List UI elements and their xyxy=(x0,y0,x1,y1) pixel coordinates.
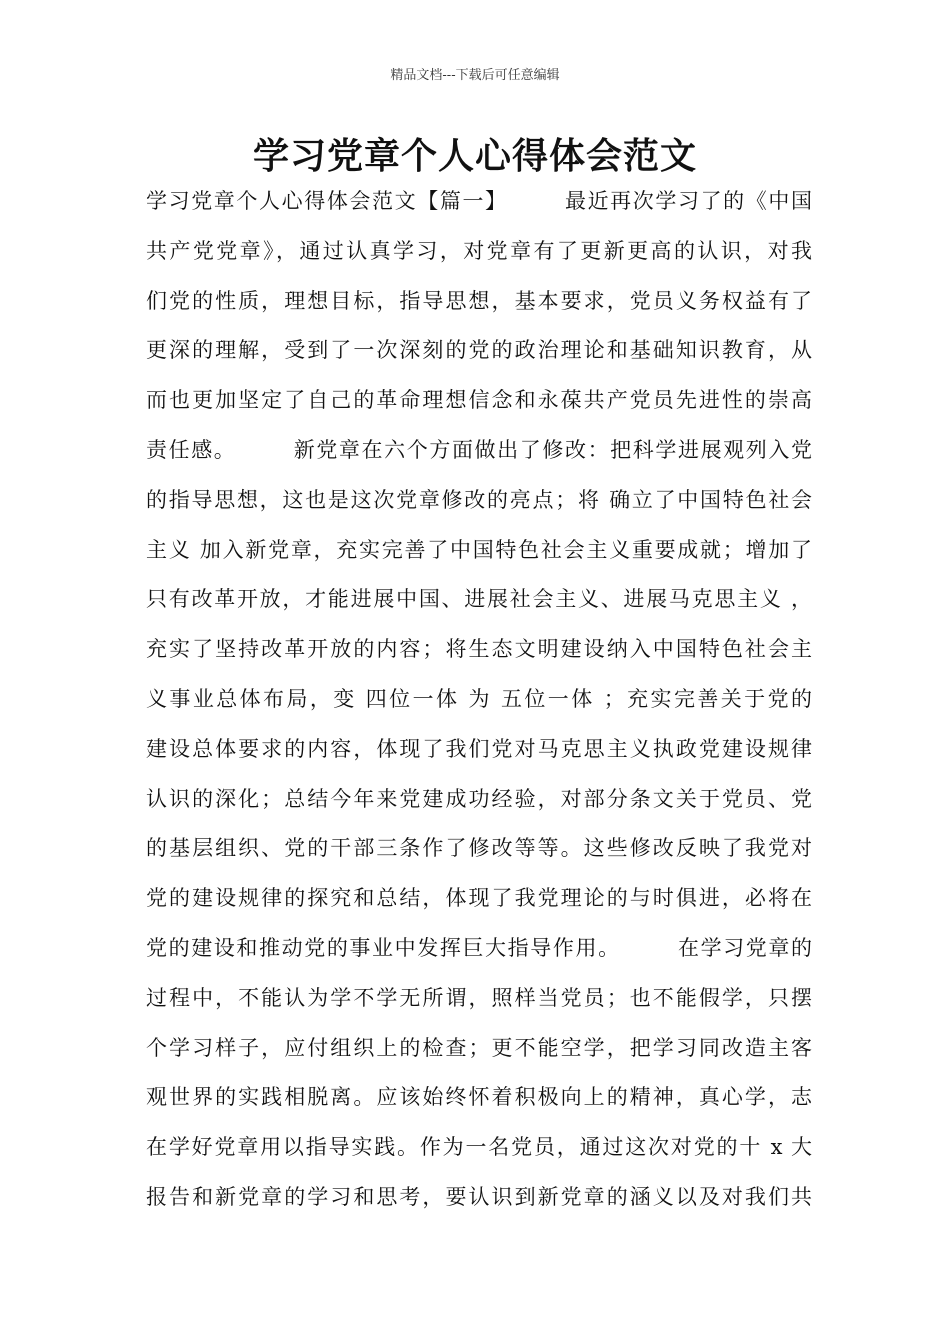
body-line: 责任感。 新党章在六个方面做出了修改：把科学进展观列入党 xyxy=(146,437,812,462)
body-line: 主义 加入新党章，充实完善了中国特色社会主义重要成就；增加了 xyxy=(146,537,812,562)
body-line: 认识的深化；总结今年来党建成功经验，对部分条文关于党员、党 xyxy=(146,786,812,811)
body-line: 义事业总体布局，变 四位一体 为 五位一体 ；充实完善关于党的 xyxy=(146,686,812,711)
body-line: 充实了坚持改革开放的内容；将生态文明建设纳入中国特色社会主 xyxy=(146,637,812,662)
body-line: 在学好党章用以指导实践。作为一名党员，通过这次对党的十 x 大 xyxy=(146,1135,812,1160)
body-line: 个学习样子，应付组织上的检查；更不能空学，把学习同改造主客 xyxy=(146,1035,812,1060)
body-line: 的指导思想，这也是这次党章修改的亮点；将 确立了中国特色社会 xyxy=(146,487,812,512)
document-title: 学习党章个人心得体会范文 xyxy=(252,136,697,177)
body-line: 更深的理解，受到了一次深刻的党的政治理论和基础知识教育，从 xyxy=(146,338,812,363)
body-line: 观世界的实践相脱离。应该始终怀着积极向上的精神，真心学，志 xyxy=(146,1085,812,1110)
body-line: 只有改革开放，才能进展中国、进展社会主义、进展马克思主义 ， xyxy=(146,587,812,612)
body-line: 报告和新党章的学习和思考，要认识到新党章的涵义以及对我们共 xyxy=(146,1184,812,1209)
body-line: 过程中，不能认为学不学无所谓，照样当党员；也不能假学，只摆 xyxy=(146,985,812,1010)
document-body xyxy=(146,181,812,1227)
body-line: 建设总体要求的内容，体现了我们党对马克思主义执政党建设规律 xyxy=(146,736,812,761)
body-line: 党的建设规律的探究和总结，体现了我党理论的与时俱进，必将在 xyxy=(146,886,812,911)
body-line: 的基层组织、党的干部三条作了修改等等。这些修改反映了我党对 xyxy=(146,836,812,861)
body-line: 而也更加坚定了自己的革命理想信念和永葆共产党员先进性的崇高 xyxy=(146,388,812,413)
body-line: 们党的性质，理想目标，指导思想，基本要求，党员义务权益有了 xyxy=(146,288,812,313)
document-header-note: 精品文档---下载后可任意编辑 xyxy=(390,68,560,83)
body-line: 党的建设和推动党的事业中发挥巨大指导作用。 在学习党章的 xyxy=(146,935,812,960)
body-line: 学习党章个人心得体会范文【篇一】 最近再次学习了的《中国 xyxy=(146,189,812,213)
body-line: 共产党党章》，通过认真学习，对党章有了更新更高的认识，对我 xyxy=(146,238,812,263)
